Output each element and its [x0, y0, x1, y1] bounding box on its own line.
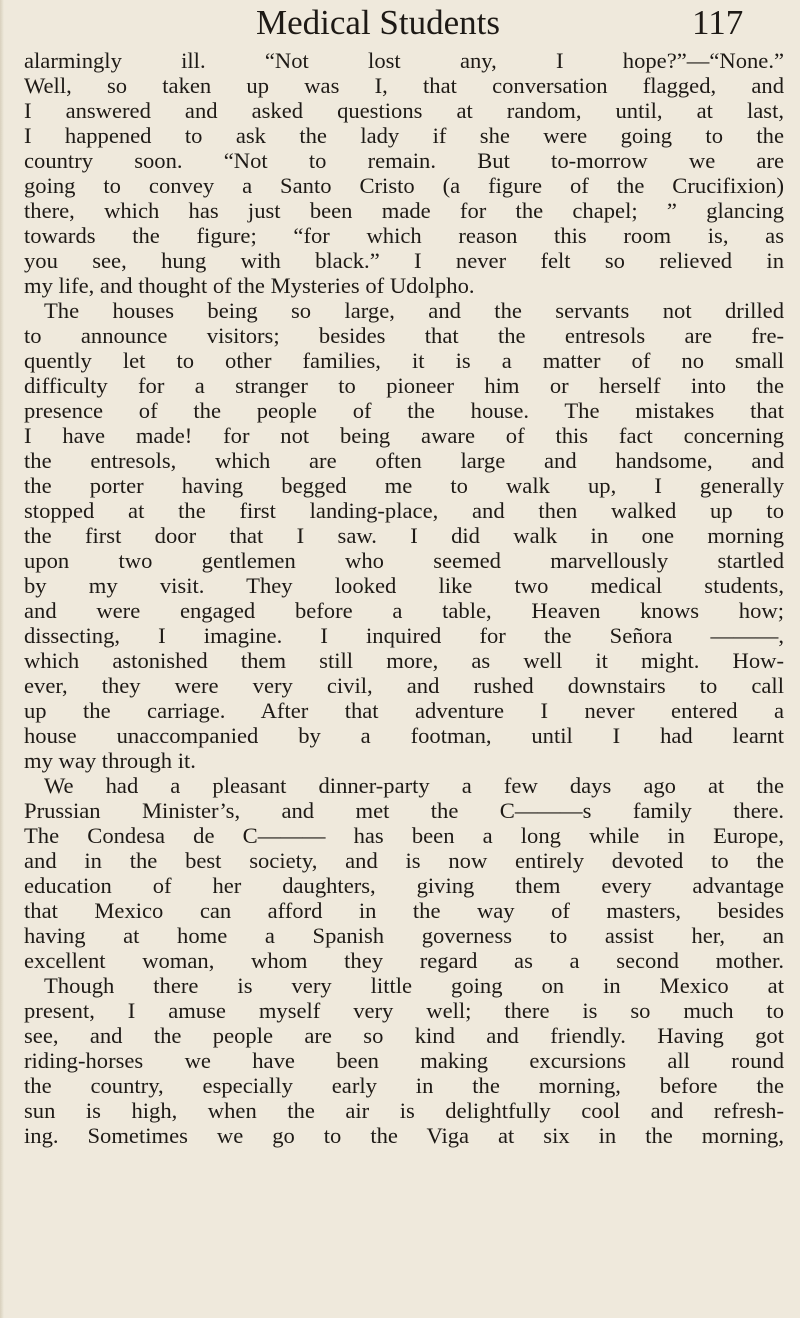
text-line: that Mexico can afford in the way of masters, besides	[24, 898, 784, 923]
body-text	[24, 48, 784, 1148]
paragraph-start-line: Though there is very little going on in Mexico at	[44, 973, 784, 998]
text-line: I answered and asked questions at random, until, at last,	[24, 98, 784, 123]
paragraph-start-line: We had a pleasant dinner-party a few days ago at the	[44, 773, 784, 798]
text-line: excellent woman, whom they regard as a second mother.	[24, 948, 784, 973]
text-line: by my visit. They looked like two medical students,	[24, 573, 784, 598]
running-title: Medical Students	[256, 3, 500, 42]
text-line: presence of the people of the house. The mistakes that	[24, 398, 784, 423]
text-line: to announce visitors; besides that the entresols are fre-	[24, 323, 784, 348]
paragraph-start-line: The houses being so large, and the servants not drilled	[44, 298, 784, 323]
text-line: my life, and thought of the Mysteries of Udolpho.	[24, 273, 475, 298]
page-number: 117	[692, 3, 744, 42]
page-header	[0, 0, 800, 46]
text-line: which astonished them still more, as well it might. How-	[24, 648, 784, 673]
text-line: ing. Sometimes we go to the Viga at six in the morning,	[24, 1123, 784, 1148]
text-line: sun is high, when the air is delightfully cool and refresh-	[24, 1098, 784, 1123]
text-line: difficulty for a stranger to pioneer him or herself into the	[24, 373, 784, 398]
text-line: stopped at the first landing-place, and then walked up to	[24, 498, 784, 523]
text-line: house unaccompanied by a footman, until I had learnt	[24, 723, 784, 748]
text-line: The Condesa de C——— has been a long while in Europe,	[24, 823, 784, 848]
text-line: the porter having begged me to walk up, I generally	[24, 473, 784, 498]
text-line: there, which has just been made for the chapel; ” glancing	[24, 198, 784, 223]
text-line: up the carriage. After that adventure I never entered a	[24, 698, 784, 723]
text-line: my way through it.	[24, 748, 196, 773]
text-line: see, and the people are so kind and friendly. Having got	[24, 1023, 784, 1048]
text-line: dissecting, I imagine. I inquired for the Señora ———,	[24, 623, 784, 648]
text-line: Prussian Minister’s, and met the C———s family there.	[24, 798, 784, 823]
page-gutter-shadow	[0, 0, 4, 1318]
text-line: I have made! for not being aware of this fact concerning	[24, 423, 784, 448]
text-line: having at home a Spanish governess to assist her, an	[24, 923, 784, 948]
text-line: and in the best society, and is now entirely devoted to the	[24, 848, 784, 873]
text-line: alarmingly ill. “Not lost any, I hope?”—“None.”	[24, 48, 784, 73]
text-line: you see, hung with black.” I never felt so relieved in	[24, 248, 784, 273]
text-line: riding-horses we have been making excursions all round	[24, 1048, 784, 1073]
text-line: education of her daughters, giving them every advantage	[24, 873, 784, 898]
text-line: country soon. “Not to remain. But to-morrow we are	[24, 148, 784, 173]
text-line: Well, so taken up was I, that conversation flagged, and	[24, 73, 784, 98]
text-line: upon two gentlemen who seemed marvellously startled	[24, 548, 784, 573]
text-line: and were engaged before a table, Heaven knows how;	[24, 598, 784, 623]
text-line: the first door that I saw. I did walk in one morning	[24, 523, 784, 548]
text-line: present, I amuse myself very well; there is so much to	[24, 998, 784, 1023]
text-line: the entresols, which are often large and handsome, and	[24, 448, 784, 473]
text-line: quently let to other families, it is a matter of no small	[24, 348, 784, 373]
text-line: ever, they were very civil, and rushed downstairs to call	[24, 673, 784, 698]
text-line: towards the figure; “for which reason this room is, as	[24, 223, 784, 248]
text-line: going to convey a Santo Cristo (a figure of the Crucifixion)	[24, 173, 784, 198]
text-line: I happened to ask the lady if she were going to the	[24, 123, 784, 148]
text-line: the country, especially early in the morning, before the	[24, 1073, 784, 1098]
